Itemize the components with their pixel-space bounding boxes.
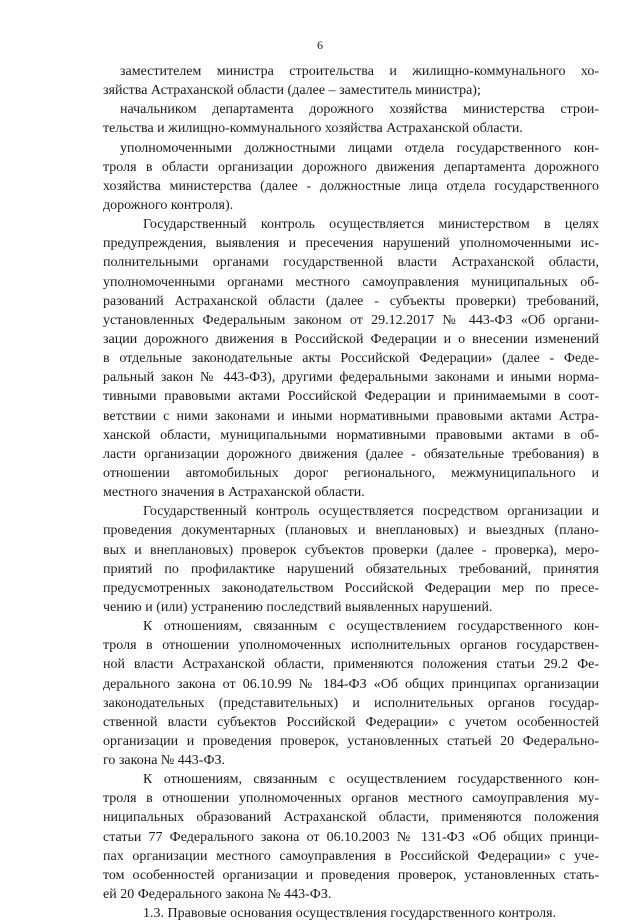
text-line: троля в отношении уполномоченных органов местного самоуправления му- [103,791,599,807]
page-number: 6 [317,38,323,52]
text-line: предусмотренных законодательством Российской Федерации мер по пресе- [103,580,599,596]
text-line: в отдельные законодательные акты Российской Федерации» (далее - Феде- [103,351,599,367]
text-line: ветствии с ними законами и иными нормативными правовыми актами Астра- [103,408,599,424]
text-line: отношении автомобильных дорог регионального, межмуниципального и [103,465,599,481]
text-line: уполномоченными органами местного самоуправления муниципальных об- [103,274,599,290]
text-line: троля в отношении уполномоченных исполнительных органов государствен- [103,638,599,654]
text-line: полнительными органами государственной власти Астраханской области, [103,255,599,271]
text-line: го закона № 443-ФЗ. [103,753,226,769]
text-line: Государственный контроль осуществляется министерством в целях [143,217,599,233]
text-line: тельства и жилищно-коммунального хозяйства Астраханской области. [103,121,523,137]
text-line: Государственный контроль осуществляется посредством организации и [143,504,599,520]
text-line: предупреждения, выявления и пресечения нарушений уполномоченными ис- [103,236,599,252]
text-line: установленных Федеральным законом от 29.12.2017 № 443-ФЗ «Об органи- [103,312,599,328]
text-line: К отношениям, связанным с осуществлением государственного кон- [143,619,599,635]
text-line: законодательных (представительных) и исполнительных органов государ- [103,695,599,711]
text-line: троля в области организации дорожного движения департамента дорожного [103,159,599,175]
text-line: ниципальных образований Астраханской области, применяются положения [103,810,599,826]
text-line: ей 20 Федерального закона № 443-ФЗ. [103,887,332,903]
text-line: пах организации местного самоуправления в Российской Федерации» с уче- [103,848,599,864]
text-line: статьи 77 Федерального закона от 06.10.2003 № 131-ФЗ «Об общих принци- [103,829,599,845]
text-line: заместителем министра строительства и жилищно-коммунального хо- [120,64,599,79]
text-line: ственной власти субъектов Российской Федерации» с учетом особенностей [103,714,599,730]
text-line: ласти организации дорожного движения (далее - обязательные требования) в [103,446,599,462]
text-line: проведения документарных (плановых и внеплановых) и выездных (плано- [103,523,599,539]
text-line: дорожного контроля). [103,197,234,213]
text-line: ной власти Астраханской области, применяются положения статьи 29.2 Фе- [103,657,599,673]
text-line: приятий по профилактике нарушений обязательных требований, принятия [103,561,599,577]
text-line: уполномоченными должностными лицами отдела государственного кон- [120,140,599,156]
text-line: начальником департамента дорожного хозяйства министерства строи- [120,102,599,118]
text-line: хозяйства министерства (далее - должностные лица отдела государственного [103,178,599,194]
text-line: зации дорожного движения в Российской Федерации и о внесении изменений [103,331,599,347]
text-line: ральный закон № 443-ФЗ), другими федеральными законами и иными норма- [103,370,599,386]
text-line: К отношениям, связанным с осуществлением государственного кон- [143,772,599,788]
text-line: зяйства Астраханской области (далее – заместитель министра); [103,83,481,99]
text-line: тивными правовыми актами Российской Федерации и принимаемыми в соот- [103,389,599,405]
text-line: том особенностей организации и проведения проверок, установленных стать- [103,867,599,883]
text-line: разований Астраханской области (далее - субъекты проверки) требований, [103,293,599,309]
text-line: чению и (или) устранению последствий выявленных нарушений. [103,599,493,615]
text-line: дерального закона от 06.10.99 № 184-ФЗ «Об общих принципах организации [103,676,599,692]
text-line: организации и проведения проверок, установленных статьей 20 Федерально- [103,733,599,749]
text-line: местного значения в Астраханской области. [103,485,365,501]
text-line: ханской области, муниципальными нормативными правовыми актами в об- [103,427,599,443]
document-body [103,62,599,923]
text-line: вых и внеплановых) проверок субъектов проверки (далее - проверка), меро- [103,542,599,558]
text-line: 1.3. Правовые основания осуществления государственного контроля. [143,906,557,922]
